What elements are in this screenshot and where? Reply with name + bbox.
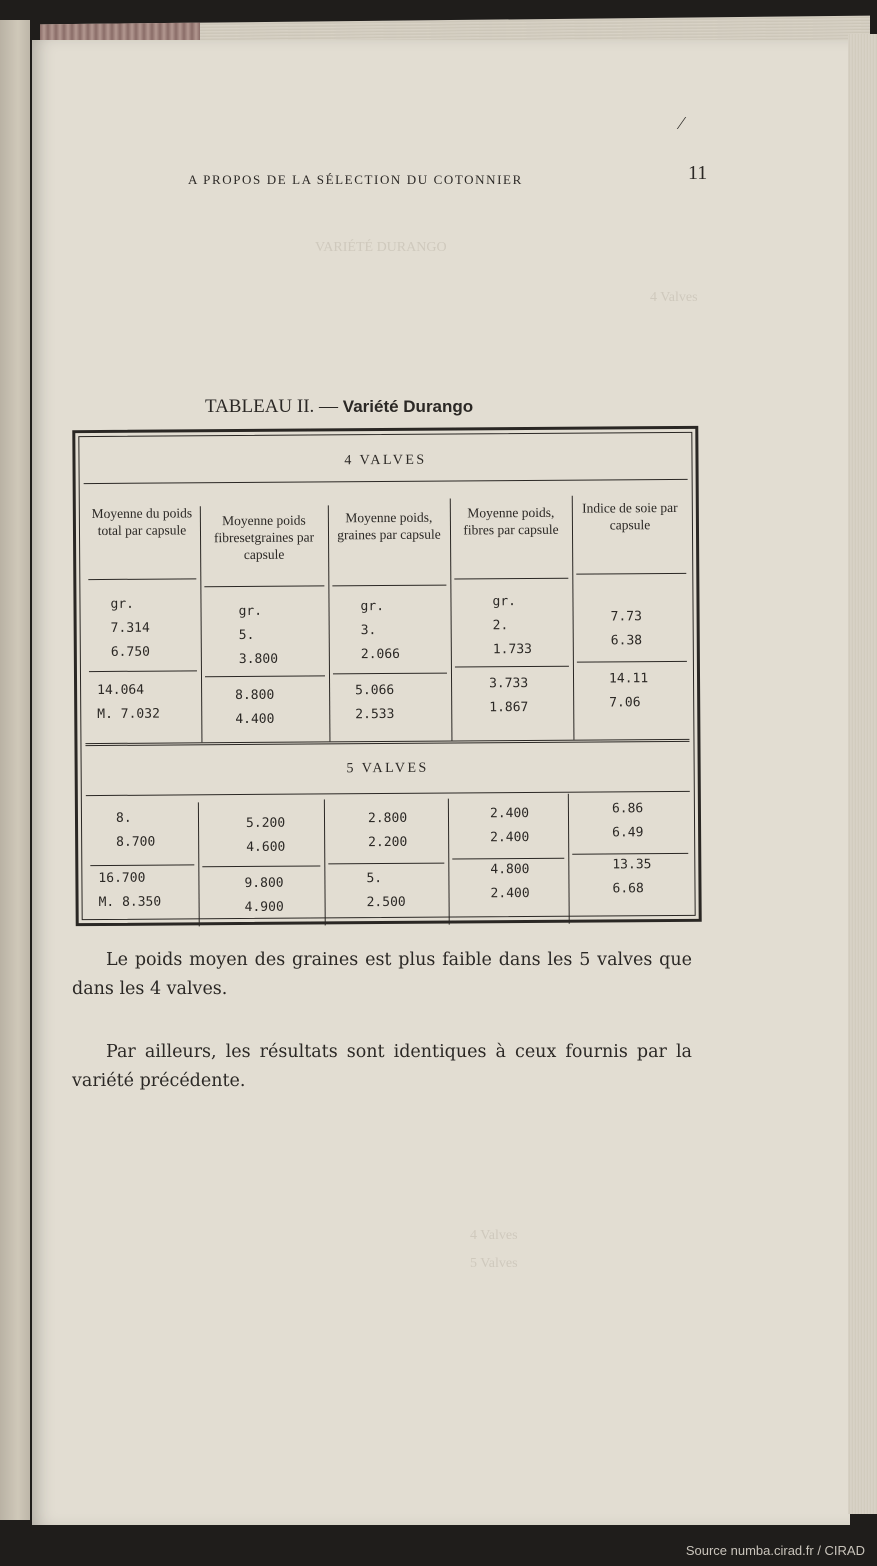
rule bbox=[454, 578, 568, 580]
column-rule bbox=[448, 799, 450, 925]
show-through-text: 5 Valves bbox=[470, 1256, 518, 1271]
rule bbox=[88, 578, 196, 580]
page-stack-right bbox=[848, 34, 877, 1514]
running-head: A PROPOS DE LA SÉLECTION DU COTONNIER bbox=[188, 172, 523, 187]
cell-5v-seed-b: 5. 2.500 bbox=[366, 871, 406, 911]
cell-4v-seed-a: gr. 3. 2.066 bbox=[360, 599, 401, 663]
paragraph-identical-results bbox=[72, 1038, 692, 1096]
rule bbox=[86, 791, 690, 796]
header-total-weight: Moyenne du poids total par capsule bbox=[91, 505, 193, 539]
cell-5v-fibreseed-b: 9.800 4.900 bbox=[244, 875, 284, 915]
rule bbox=[84, 479, 688, 484]
cell-5v-silk-b: 13.35 6.68 bbox=[612, 857, 652, 897]
cell-4v-total-a: gr. 7.314 6.750 bbox=[110, 596, 151, 660]
header-fibre-seed-weight: Moyenne poids fibresetgraines par capsule bbox=[213, 512, 315, 562]
rule bbox=[332, 585, 446, 587]
show-through-text: VARIÉTÉ DURANGO bbox=[315, 240, 447, 255]
show-through-text: 4 Valves bbox=[470, 1228, 518, 1243]
section-divider bbox=[85, 739, 689, 746]
table-title bbox=[205, 396, 473, 418]
rule bbox=[89, 670, 197, 672]
paragraph-seed-weight bbox=[72, 946, 692, 1004]
rule bbox=[333, 673, 447, 675]
source-credit: Source numba.cirad.fr / CIRAD bbox=[685, 1543, 865, 1558]
rule bbox=[576, 573, 686, 575]
header-silk-index: Indice de soie par capsule bbox=[581, 499, 678, 533]
cell-4v-seed-b: 5.066 2.533 bbox=[355, 682, 395, 723]
rule bbox=[455, 666, 569, 668]
cell-4v-fibreseed-a: gr. 5. 3.800 bbox=[238, 603, 279, 668]
data-table bbox=[72, 426, 701, 926]
cell-5v-fibre-a: 2.400 2.400 bbox=[489, 806, 530, 846]
column-rule bbox=[324, 799, 326, 925]
rule bbox=[205, 675, 325, 677]
cell-5v-fibreseed-a: 5.200 4.600 bbox=[245, 815, 286, 855]
cell-4v-fibre-b: 3.733 1.867 bbox=[489, 676, 529, 716]
cell-4v-fibre-a: gr. 2. 1.733 bbox=[492, 594, 533, 658]
rule bbox=[577, 661, 687, 663]
cell-5v-total-b: 16.700 M. 8.350 bbox=[98, 870, 162, 911]
cell-5v-total-a: 8. 8.700 bbox=[115, 810, 156, 850]
table-title-variety: Variété Durango bbox=[342, 397, 474, 416]
rule bbox=[328, 863, 444, 865]
cell-5v-seed-a: 2.800 2.200 bbox=[367, 810, 408, 851]
header-fibre-weight: Moyenne poids, fibres par capsule bbox=[463, 504, 559, 538]
cell-5v-fibre-b: 4.800 2.400 bbox=[490, 862, 530, 902]
column-rule bbox=[568, 794, 570, 924]
header-seed-weight: Moyenne poids, graines par capsule bbox=[337, 509, 441, 543]
page-number: 11 bbox=[688, 162, 708, 184]
table-title-prefix: TABLEAU II. — bbox=[205, 396, 339, 417]
rule bbox=[204, 585, 324, 587]
section-title-4-valves: 4 VALVES bbox=[344, 452, 427, 469]
cell-4v-silk-a: 7.73 6.38 bbox=[610, 585, 643, 649]
cell-4v-fibreseed-b: 8.800 4.400 bbox=[235, 687, 275, 728]
rule bbox=[202, 865, 320, 867]
section-title-5-valves: 5 VALVES bbox=[346, 760, 429, 777]
facing-page-edge bbox=[0, 20, 30, 1520]
paragraph-text: Par ailleurs, les résultats sont identiques à ceux fournis par la variété précédente. bbox=[72, 1042, 692, 1091]
cell-5v-silk-a: 6.86 6.49 bbox=[611, 801, 644, 841]
cell-4v-total-b: 14.064 M. 7.032 bbox=[97, 682, 160, 723]
show-through-text: 4 Valves bbox=[650, 290, 698, 305]
cell-4v-silk-b: 14.11 7.06 bbox=[608, 671, 649, 711]
margin-mark: ⁄ bbox=[680, 113, 684, 133]
paragraph-text: Le poids moyen des graines est plus faible dans les 5 valves que dans les 4 valves. bbox=[72, 950, 692, 999]
column-rule bbox=[198, 802, 200, 926]
table-body bbox=[83, 437, 690, 915]
